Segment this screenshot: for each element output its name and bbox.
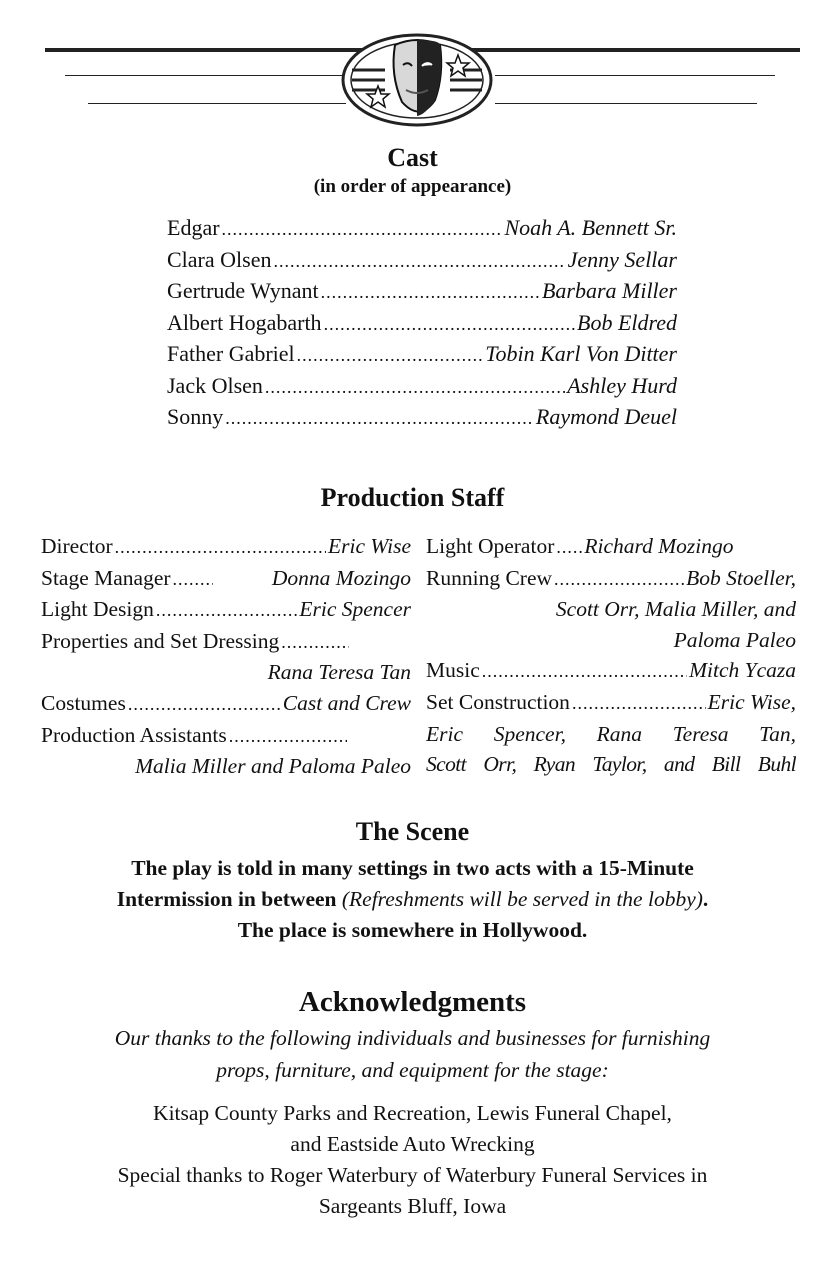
ack-body-line: and Eastside Auto Wrecking bbox=[290, 1132, 535, 1156]
staff-column-right bbox=[426, 531, 796, 780]
staff-entry-running-crew bbox=[426, 563, 796, 595]
staff-role: Stage Manager bbox=[41, 565, 171, 590]
cast-role: Father Gabriel bbox=[167, 341, 295, 366]
staff-name-continued: Scott Orr, Malia Miller, and bbox=[555, 597, 796, 622]
header-rule-left-2 bbox=[88, 103, 346, 104]
staff-name: Malia Miller and Paloma Paleo bbox=[135, 754, 411, 779]
dot-leader bbox=[173, 564, 213, 595]
scene-line: The place is somewhere in Hollywood. bbox=[237, 918, 588, 942]
ack-intro-line: Our thanks to the following individuals and businesses for furnishing bbox=[114, 1026, 711, 1050]
scene-intermission: Intermission in between bbox=[116, 887, 337, 911]
header-rule-right-2 bbox=[495, 103, 757, 104]
cast-actor: Barbara Miller bbox=[541, 278, 677, 303]
staff-name: Cast and Crew bbox=[282, 690, 411, 715]
cast-role: Clara Olsen bbox=[167, 246, 272, 272]
staff-role: Running Crew bbox=[426, 565, 553, 590]
staff-name: Rana Teresa Tan bbox=[267, 660, 411, 685]
staff-name-continued: Eric Spencer, Rana Teresa Tan, bbox=[426, 721, 796, 746]
dot-leader bbox=[128, 689, 281, 720]
dot-leader bbox=[281, 627, 349, 658]
dot-leader bbox=[297, 340, 484, 371]
dot-leader bbox=[324, 309, 575, 340]
ack-body-line: Sargeants Bluff, Iowa bbox=[318, 1194, 507, 1218]
staff-entry-assistants bbox=[41, 720, 411, 752]
cast-entry bbox=[167, 371, 677, 403]
staff-heading: Production Staff bbox=[320, 483, 505, 512]
header-rule-right-1 bbox=[495, 75, 775, 76]
cast-role: Sonny bbox=[167, 404, 224, 429]
staff-column-left bbox=[41, 531, 411, 782]
cast-actor: Ashley Hurd bbox=[567, 372, 677, 398]
staff-name: Eric Spencer bbox=[299, 597, 411, 622]
ack-intro-line: props, furniture, and equipment for the stage: bbox=[216, 1058, 609, 1082]
cast-role: Gertrude Wynant bbox=[167, 278, 319, 303]
cast-heading: Cast bbox=[387, 143, 438, 172]
staff-entry-light-design bbox=[41, 594, 411, 626]
staff-entry-properties bbox=[41, 626, 411, 658]
staff-entry-set-construction bbox=[426, 687, 796, 719]
cast-entry bbox=[167, 308, 677, 340]
dot-leader bbox=[222, 214, 503, 245]
cast-entry bbox=[167, 339, 677, 371]
staff-role: Set Construction bbox=[426, 689, 570, 714]
dot-leader bbox=[321, 277, 540, 308]
staff-entry-light-operator bbox=[426, 531, 796, 563]
scene-refreshments-note: (Refreshments will be served in the lobby) bbox=[341, 887, 703, 911]
staff-entry-costumes bbox=[41, 688, 411, 720]
acknowledgments-heading: Acknowledgments bbox=[298, 986, 527, 1018]
staff-entry-stage-manager bbox=[41, 563, 411, 595]
staff-name: Eric Wise bbox=[328, 534, 411, 558]
dot-leader bbox=[115, 532, 326, 563]
cast-list bbox=[167, 213, 677, 434]
cast-actor: Bob Eldred bbox=[577, 309, 677, 335]
cast-entry bbox=[167, 213, 677, 245]
cast-role: Albert Hogabarth bbox=[167, 309, 322, 335]
acknowledgments-body bbox=[40, 1098, 785, 1222]
scene-line: The play is told in many settings in two acts with a 15-Minute bbox=[131, 856, 694, 880]
cast-entry bbox=[167, 402, 677, 434]
staff-role: Costumes bbox=[41, 690, 126, 715]
staff-role: Director bbox=[41, 534, 113, 558]
staff-name: Bob Stoeller, bbox=[686, 565, 796, 590]
dot-leader bbox=[554, 564, 684, 595]
staff-name-continued: Scott Orr, Ryan Taylor, and Bill Buhl bbox=[426, 752, 796, 777]
scene-line bbox=[40, 884, 785, 915]
cast-role: Jack Olsen bbox=[167, 372, 263, 398]
staff-role: Light Design bbox=[41, 597, 154, 622]
dot-leader bbox=[265, 372, 565, 403]
cast-entry bbox=[167, 245, 677, 277]
dot-leader bbox=[556, 532, 582, 563]
dot-leader bbox=[273, 246, 565, 277]
header-rule-left-1 bbox=[65, 75, 345, 76]
scene-heading: The Scene bbox=[355, 817, 470, 846]
staff-name: Donna Mozingo bbox=[271, 565, 411, 590]
staff-name: Eric Wise, bbox=[707, 689, 796, 714]
ack-body-line: Kitsap County Parks and Recreation, Lewis Funeral Chapel, bbox=[153, 1101, 672, 1125]
staff-name-continued: Paloma Paleo bbox=[673, 627, 796, 652]
scene-period: . bbox=[702, 887, 709, 911]
cast-actor: Raymond Deuel bbox=[535, 404, 677, 429]
cast-role: Edgar bbox=[167, 215, 220, 240]
cast-actor: Jenny Sellar bbox=[567, 246, 677, 272]
header-ornament bbox=[0, 0, 825, 135]
dot-leader bbox=[229, 721, 347, 752]
acknowledgments-intro bbox=[40, 1022, 785, 1086]
theater-masks-emblem-icon bbox=[340, 30, 495, 130]
cast-entry bbox=[167, 276, 677, 308]
dot-leader bbox=[572, 688, 706, 719]
cast-actor: Noah A. Bennett Sr. bbox=[504, 215, 677, 240]
staff-role: Music bbox=[426, 658, 480, 683]
staff-name: Richard Mozingo bbox=[584, 534, 734, 558]
scene-description bbox=[40, 853, 785, 946]
cast-actor: Tobin Karl Von Ditter bbox=[485, 341, 677, 366]
dot-leader bbox=[225, 403, 534, 434]
staff-role: Light Operator bbox=[426, 534, 555, 558]
staff-entry-director bbox=[41, 531, 411, 563]
dot-leader bbox=[482, 656, 687, 687]
dot-leader bbox=[156, 595, 297, 626]
staff-entry-music bbox=[426, 655, 796, 687]
staff-role: Properties and Set Dressing bbox=[41, 628, 280, 653]
cast-subheading: (in order of appearance) bbox=[313, 176, 512, 197]
staff-role: Production Assistants bbox=[41, 722, 227, 747]
ack-body-line: Special thanks to Roger Waterbury of Waterbury Funeral Services in bbox=[117, 1163, 708, 1187]
staff-name: Mitch Ycaza bbox=[689, 658, 796, 683]
